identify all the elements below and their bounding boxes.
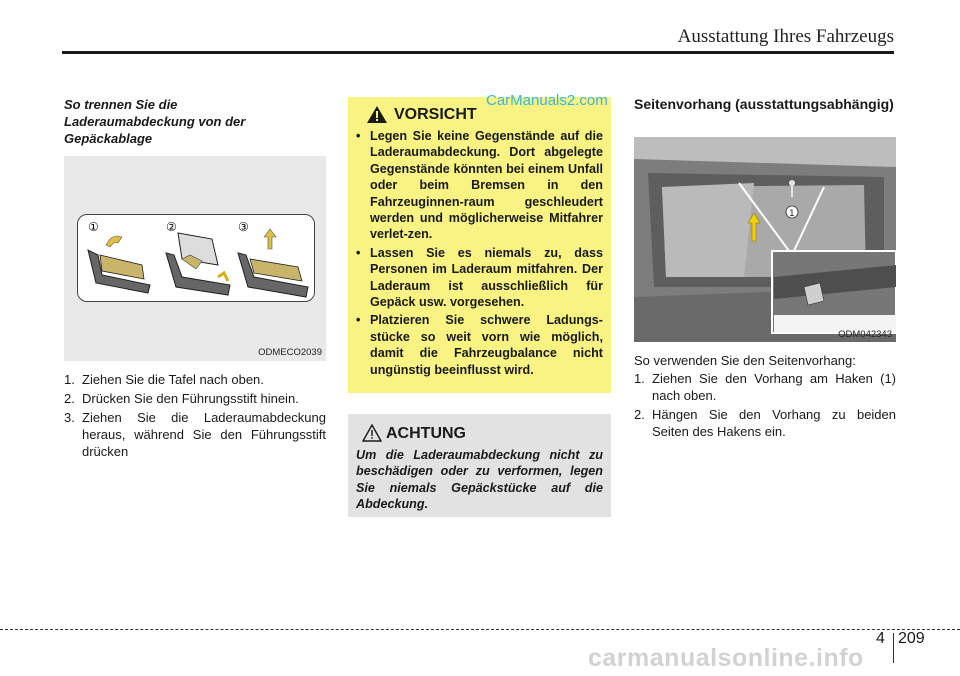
list-item [634, 370, 896, 404]
side-curtain-photo [634, 137, 896, 342]
step-text: Drücken Sie den Führungsstift hinein. [82, 391, 299, 406]
figure-code: ODM042343 [838, 329, 892, 340]
watermark-link[interactable]: CarManuals2.com [486, 92, 608, 109]
chapter-number: 4 [876, 630, 885, 647]
marker-1: 1 [789, 209, 795, 219]
header-rule [62, 51, 894, 54]
page-number: 209 [898, 630, 925, 647]
step-number: 2. [64, 391, 75, 406]
list-item [64, 371, 326, 388]
list-item [64, 390, 326, 407]
step-2-illustration [166, 233, 230, 295]
step-number: 1. [634, 371, 645, 386]
step-text: Ziehen Sie die Laderaumabdeckung heraus, während Sie den Führungsstift drücken [82, 410, 326, 459]
step-number: 3. [64, 410, 75, 425]
list-item [356, 128, 603, 243]
section-heading-cover-removal: So trennen Sie die Laderaumabdeckung von der Gepäckablage [64, 97, 246, 146]
notice-box [348, 414, 611, 517]
figure-code: ODMECO2039 [258, 347, 322, 358]
page-separator [893, 633, 894, 663]
bullet-dot: • [356, 313, 361, 328]
list-item [356, 245, 603, 311]
list-item [634, 406, 896, 440]
notice-text: Um die Laderaumabdeckung nicht zu beschädigen oder zu verformen, legen Sie niemals Gepäckstücke auf die Abdeckung. [356, 448, 603, 512]
figure-cover-removal [64, 156, 326, 361]
header-title: Ausstattung Ihres Fahrzeugs [677, 26, 894, 47]
list-item [356, 312, 603, 378]
cover-removal-steps [64, 371, 326, 462]
step-1-illustration [88, 236, 150, 293]
notice-title: ACHTUNG [386, 425, 466, 442]
caution-list [356, 128, 603, 380]
footer-watermark: carmanualsonline.info [588, 644, 864, 672]
step-number: 1. [64, 372, 75, 387]
section-heading-side-curtain: Seitenvorhang (ausstattungsabhängig) [634, 96, 894, 112]
bullet-dot: • [356, 245, 361, 260]
caution-triangle-icon [362, 424, 382, 442]
caution-item-text: Platzieren Sie schwere Ladungs-stücke so weit vorn wie möglich, damit die Fahrzeugbalance nicht ungünstig beeinflusst wird. [370, 313, 603, 377]
step-text: Hängen Sie den Vorhang zu beiden Seiten des Hakens ein. [652, 407, 896, 439]
figure-side-curtain [634, 137, 896, 342]
step-text: Ziehen Sie den Vorhang am Haken (1) nach oben. [652, 371, 896, 403]
caution-title: VORSICHT [394, 106, 477, 123]
caution-item-text: Legen Sie keine Gegenstände auf die Laderaumabdeckung. Dort abgelegte Gegenstände könnten bei einem Unfall oder beim Bremsen in den Fahrzeuginnen-raum geschleudert werden und möglicherweise Mitfahrer verlet-zen. [370, 129, 603, 242]
list-item [64, 409, 326, 460]
marker-1: ① [88, 220, 99, 234]
caution-box [348, 97, 611, 393]
side-curtain-steps [634, 370, 896, 442]
footer-rule [0, 629, 960, 630]
warning-triangle-icon [366, 105, 388, 124]
marker-2: ② [166, 220, 177, 234]
step-number: 2. [634, 407, 645, 422]
cover-removal-illustration [78, 215, 314, 301]
illustration-frame [77, 214, 315, 302]
step-text: Ziehen Sie die Tafel nach oben. [82, 372, 264, 387]
marker-3: ③ [238, 220, 249, 234]
caution-item-text: Lassen Sie es niemals zu, dass Personen im Laderaum mitfahren. Der Laderaum ist ausschließlich für Gepäck usw. vorgesehen. [370, 245, 603, 310]
bullet-dot: • [356, 129, 361, 143]
step-3-illustration [238, 229, 308, 297]
side-curtain-intro: So verwenden Sie den Seitenvorhang: [634, 353, 856, 368]
